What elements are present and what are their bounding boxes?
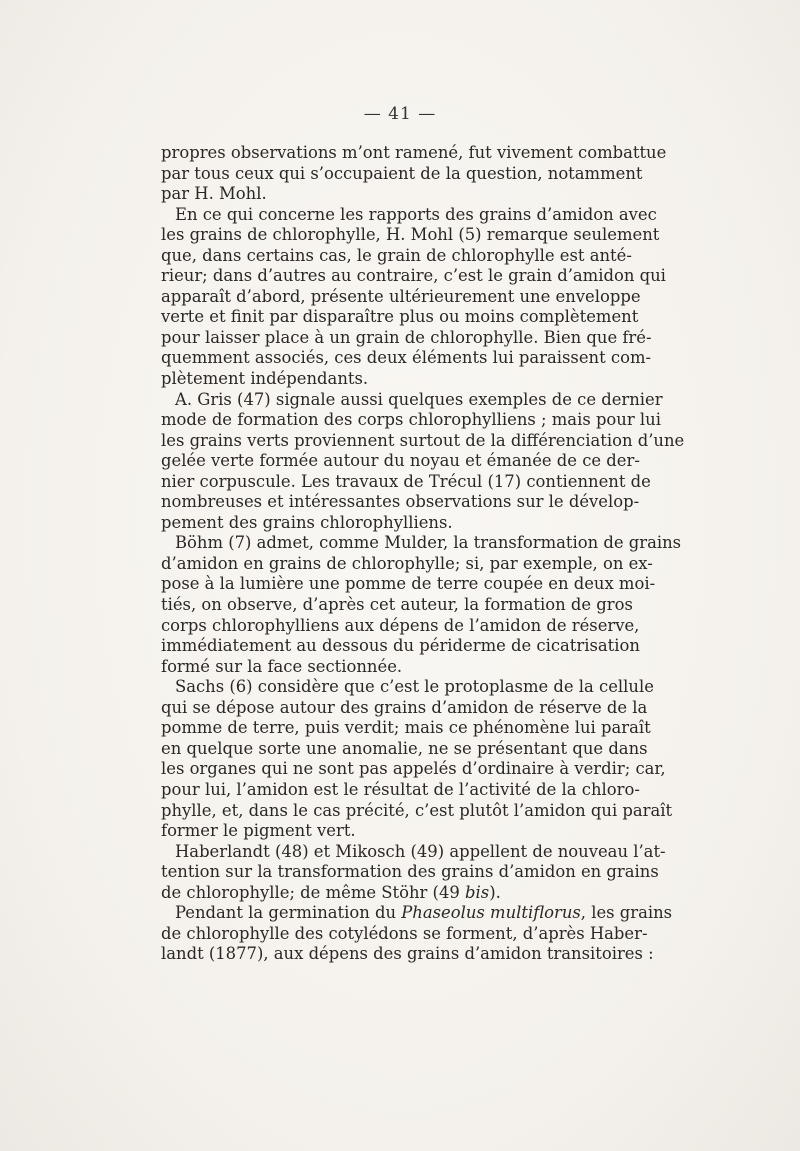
text-line: [161, 615, 640, 637]
line-text: propres observations m’ont ramené, fut vivement combattue: [161, 143, 667, 162]
line-text: corps chlorophylliens aux dépens de l’amidon de réserve,: [161, 615, 640, 635]
line-text: Böhm (7) admet, comme Mulder, la transformation de grains: [175, 533, 682, 553]
text-line: [161, 225, 660, 246]
text-line: [161, 944, 654, 965]
line-text: plètement indépendants.: [161, 369, 369, 389]
text-line: [161, 204, 657, 226]
line-text: verte et finit par disparaître plus ou moins complètement: [161, 307, 639, 327]
line-text-after: , les grains: [580, 903, 673, 923]
text-line: [161, 245, 632, 267]
line-text: pose à la lumière une pomme de terre coupée en deux moi-: [161, 574, 656, 594]
text-line: [161, 492, 640, 513]
line-text: formé sur la face sectionnée.: [161, 656, 403, 676]
line-text: Sachs (6) considère que c’est le protoplasme de la cellule: [175, 677, 654, 697]
text-line: [161, 862, 659, 883]
line-text: de chlorophylle; de même Stöhr (49: [161, 882, 466, 902]
text-line: [161, 738, 648, 760]
text-line: [161, 348, 652, 369]
line-text: former le pigment vert.: [161, 821, 356, 841]
text-line: [161, 553, 653, 575]
text-line: [161, 513, 599, 534]
line-text: Haberlandt (48) et Mikosch (49) appellent de nouveau l’at-: [175, 841, 666, 861]
line-text: immédiatement au dessous du périderme de cicatrisation: [161, 636, 640, 656]
line-text: mode de formation des corps chlorophylliens ; mais pour lui: [161, 410, 661, 430]
line-text: rieur; dans d’autres au contraire, c’est le grain d’amidon qui: [161, 266, 666, 286]
line-text: tention sur la transformation des grains d’amidon en grains: [161, 862, 659, 882]
text-line: [161, 574, 656, 595]
text-line: [161, 903, 673, 924]
line-text: A. Gris (47) signale aussi quelques exemples de ce dernier: [175, 389, 663, 409]
text-line: [161, 430, 685, 452]
line-text: quemment associés, ces deux éléments lui paraissent com-: [161, 348, 652, 368]
text-line: [161, 697, 648, 719]
line-text: pour lui, l’amidon est le résultat de l’activité de la chloro-: [161, 779, 640, 799]
line-text: En ce qui concerne les rapports des grains d’amidon avec: [175, 204, 657, 224]
text-line: [161, 821, 599, 842]
text-line: [161, 759, 666, 780]
text-line: [161, 677, 654, 698]
text-line: [161, 841, 666, 863]
text-line: [161, 636, 640, 657]
text-line: [161, 595, 633, 616]
line-text: phylle, et, dans le cas précité, c’est plutôt l’amidon qui paraît: [161, 800, 673, 820]
line-text: par H. Mohl.: [161, 184, 267, 204]
line-text: pour laisser place à un grain de chlorophylle. Bien que fré-: [161, 327, 652, 347]
text-line: [161, 533, 682, 554]
text-line: [161, 266, 666, 287]
line-text: apparaît d’abord, présente ultérieurement une enveloppe: [161, 286, 641, 306]
text-line: [161, 471, 651, 493]
line-text: qui se dépose autour des grains d’amidon de réserve de la: [161, 697, 648, 717]
text-line: [161, 327, 652, 349]
text-line: [161, 718, 651, 739]
text-line: [161, 184, 599, 205]
text-line: [161, 923, 648, 945]
line-text: pement des grains chlorophylliens.: [161, 512, 453, 532]
line-text-suffix: ).: [489, 882, 501, 902]
text-line: [161, 410, 661, 431]
text-line: [161, 451, 640, 472]
text-line: [161, 163, 643, 185]
italic-text: bis: [465, 882, 490, 902]
text-line: [161, 779, 640, 801]
line-text: les grains de chlorophylle, H. Mohl (5) remarque seulement: [161, 225, 660, 245]
text-line: [161, 657, 599, 678]
italic-text: Phaseolus multiflorus: [401, 903, 581, 923]
line-text: tiés, on observe, d’après cet auteur, la formation de gros: [161, 595, 633, 615]
text-line: [161, 800, 673, 822]
line-text: de chlorophylle des cotylédons se forment, d’après Haber-: [161, 923, 648, 943]
line-text: nier corpuscule. Les travaux de Trécul (17) contiennent de: [161, 471, 651, 491]
page-number: — 41 —: [363, 104, 437, 124]
line-text: Pendant la germination du: [175, 903, 402, 923]
line-text: en quelque sorte une anomalie, ne se présentant que dans: [161, 738, 648, 758]
text-line: [161, 389, 663, 411]
line-text: par tous ceux qui s’occupaient de la question, notamment: [161, 163, 643, 183]
line-text: les grains verts proviennent surtout de la différenciation d’une: [161, 430, 685, 450]
line-text: landt (1877), aux dépens des grains d’amidon transitoires :: [161, 944, 654, 964]
text-line: [161, 883, 599, 904]
text-line: [161, 286, 641, 308]
line-text: les organes qui ne sont pas appelés d’ordinaire à verdir; car,: [161, 759, 666, 779]
line-text: d’amidon en grains de chlorophylle; si, par exemple, on ex-: [161, 553, 653, 573]
line-text: nombreuses et intéressantes observations sur le dévelop-: [161, 492, 640, 512]
line-text: pomme de terre, puis verdit; mais ce phénomène lui paraît: [161, 718, 651, 738]
text-line: [161, 143, 667, 164]
line-text: gelée verte formée autour du noyau et émanée de ce der-: [161, 451, 640, 471]
text-line: [161, 369, 599, 390]
line-text: que, dans certains cas, le grain de chlorophylle est anté-: [161, 245, 632, 265]
text-line: [161, 307, 639, 328]
body-text: [161, 143, 685, 965]
